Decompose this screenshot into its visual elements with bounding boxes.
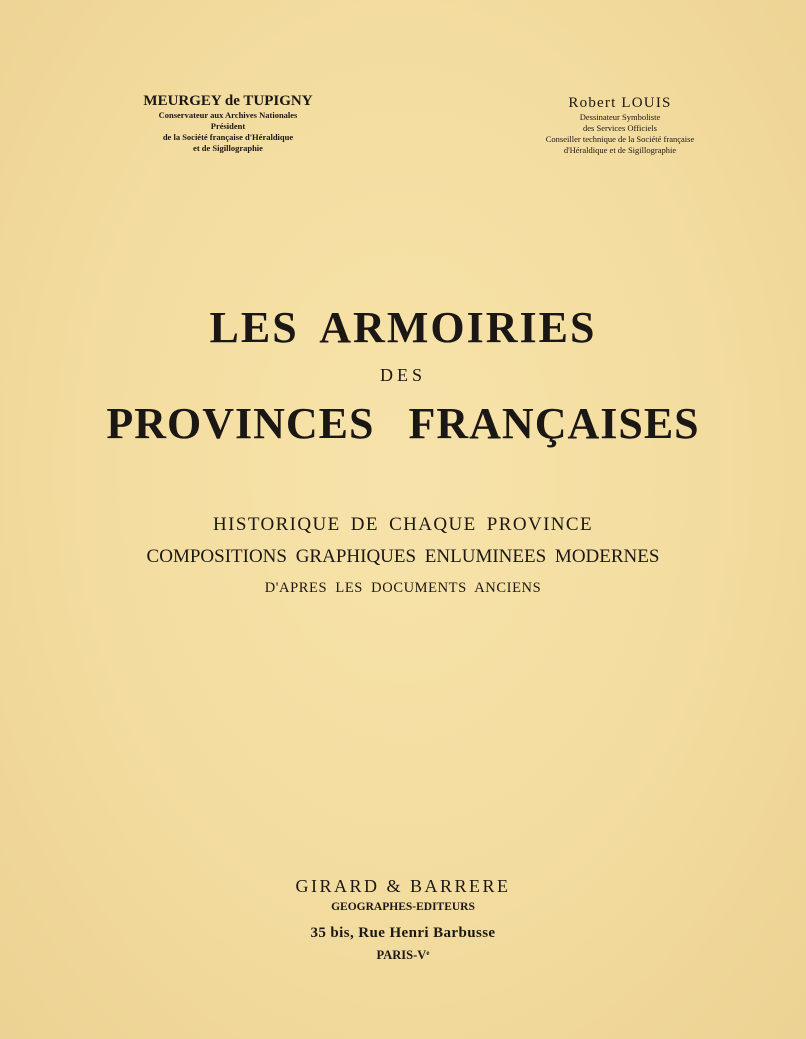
author-credential: d'Héraldique et de Sigillographie xyxy=(563,145,677,155)
subtitle-line-2: COMPOSITIONS GRAPHIQUES ENLUMINEES MODERNES xyxy=(146,546,660,567)
publisher-city xyxy=(0,948,806,963)
subtitle-line-1: HISTORIQUE DE CHAQUE PROVINCE xyxy=(213,514,593,535)
author-name: Robert LOUIS xyxy=(568,95,672,111)
author-credential: Conseiller technique de la Société française xyxy=(545,134,695,144)
author-credential: de la Société française d'Héraldique xyxy=(162,132,294,142)
book-title-line-1: LES ARMOIRIES xyxy=(209,303,597,352)
author-credential: Dessinateur Symboliste xyxy=(579,112,661,122)
publisher-name: GIRARD & BARRERE xyxy=(295,876,511,896)
book-title-line-3: PROVINCES FRANÇAISES xyxy=(106,399,700,448)
author-name: MEURGEY de TUPIGNY xyxy=(143,93,313,109)
author-meurgey xyxy=(78,92,378,154)
author-louis xyxy=(470,94,770,156)
author-credential: et de Sigillographie xyxy=(193,143,263,153)
author-credential: Conservateur aux Archives Nationales xyxy=(158,110,298,120)
book-title-line-2: DES xyxy=(379,365,426,385)
author-credential: Président xyxy=(210,121,246,131)
publisher-city-name: PARIS-V xyxy=(376,948,427,962)
publisher-address: 35 bis, Rue Henri Barbusse xyxy=(310,925,496,941)
publisher-city-suffix: e xyxy=(426,949,430,957)
subtitle-line-3: D'APRES LES DOCUMENTS ANCIENS xyxy=(264,580,542,596)
author-credential: des Services Officiels xyxy=(583,123,657,133)
publisher-role: GEOGRAPHES-EDITEURS xyxy=(331,901,475,913)
